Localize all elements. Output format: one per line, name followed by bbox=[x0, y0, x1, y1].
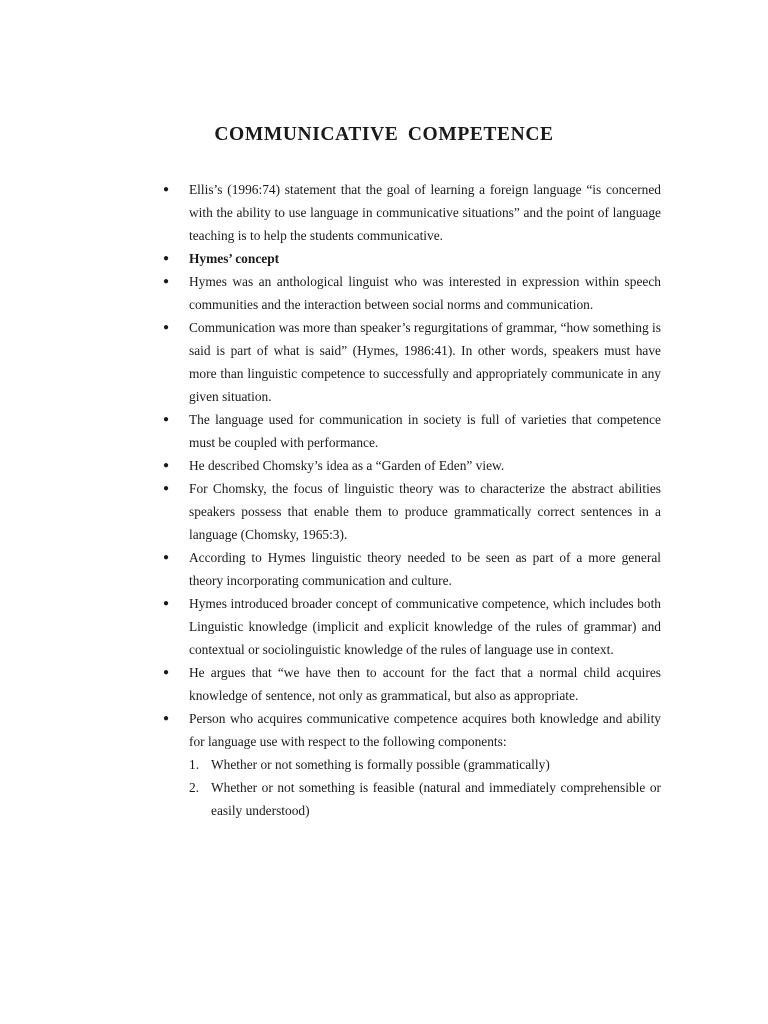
list-item bbox=[163, 477, 661, 546]
list-item bbox=[163, 546, 661, 592]
numbered-item bbox=[189, 753, 661, 776]
list-item bbox=[163, 178, 661, 247]
list-item-text: Communication was more than speaker’s regurgitations of grammar, “how something is said is part of what is said” (Hymes, 1986:41). In other words, speakers must have more than linguistic competence to successfully and appropriately communicate in any given situation. bbox=[189, 320, 661, 404]
numbered-item-text: Whether or not something is formally possible (grammatically) bbox=[211, 757, 550, 772]
section-heading: Hymes’ concept bbox=[189, 251, 280, 266]
list-item-text: The language used for communication in society is full of varieties that competence must be coupled with performance. bbox=[189, 412, 661, 450]
bullet-icon: ● bbox=[163, 483, 170, 494]
list-item-text: Person who acquires communicative competence acquires both knowledge and ability for language use with respect to the following components: bbox=[189, 711, 661, 749]
bullet-icon: ● bbox=[163, 414, 170, 425]
numbered-item-text: Whether or not something is feasible (natural and immediately comprehensible or easily understood) bbox=[211, 780, 661, 818]
bullet-icon: ● bbox=[163, 552, 170, 563]
item-number: 2. bbox=[189, 780, 200, 795]
list-item-text: Ellis’s (1996:74) statement that the goal of learning a foreign language “is concerned with the ability to use language in communicative situations” and the point of language teaching is to help the students communicative. bbox=[189, 182, 661, 243]
bullet-icon: ● bbox=[163, 598, 170, 609]
list-item-text: He described Chomsky’s idea as a “Garden of Eden” view. bbox=[189, 458, 505, 473]
list-item bbox=[163, 707, 661, 822]
bullet-icon: ● bbox=[163, 322, 170, 333]
list-item bbox=[163, 247, 661, 270]
page-title: COMMUNICATIVE COMPETENCE bbox=[214, 124, 554, 145]
list-item bbox=[163, 408, 661, 454]
list-item-text: According to Hymes linguistic theory needed to be seen as part of a more general theory incorporating communication and culture. bbox=[189, 550, 661, 588]
bullet-icon: ● bbox=[163, 667, 170, 678]
list-item-text: He argues that “we have then to account for the fact that a normal child acquires knowledge of sentence, not only as grammatical, but also as appropriate. bbox=[189, 665, 661, 703]
list-item bbox=[163, 592, 661, 661]
list-item bbox=[163, 661, 661, 707]
bullet-icon: ● bbox=[163, 276, 170, 287]
bullet-icon: ● bbox=[163, 253, 170, 264]
list-item-text: Hymes introduced broader concept of communicative competence, which includes both Linguistic knowledge (implicit and explicit knowledge of the rules of grammar) and contextual or sociolinguistic knowledge of the rules of language use in context. bbox=[189, 596, 661, 657]
bullet-icon: ● bbox=[163, 713, 170, 724]
numbered-item bbox=[189, 776, 661, 822]
list-item bbox=[163, 454, 661, 477]
list-item bbox=[163, 316, 661, 408]
list-item bbox=[163, 270, 661, 316]
list-item-text: Hymes was an anthological linguist who was interested in expression within speech communities and the interaction between social norms and communication. bbox=[189, 274, 661, 312]
bullet-icon: ● bbox=[163, 460, 170, 471]
item-number: 1. bbox=[189, 757, 200, 772]
bullet-list bbox=[163, 178, 661, 822]
numbered-sublist bbox=[189, 753, 661, 822]
list-item-text: For Chomsky, the focus of linguistic theory was to characterize the abstract abilities speakers possess that enable them to produce grammatically correct sentences in a language (Chomsky, 1965:3). bbox=[189, 481, 661, 542]
bullet-icon: ● bbox=[163, 184, 170, 195]
